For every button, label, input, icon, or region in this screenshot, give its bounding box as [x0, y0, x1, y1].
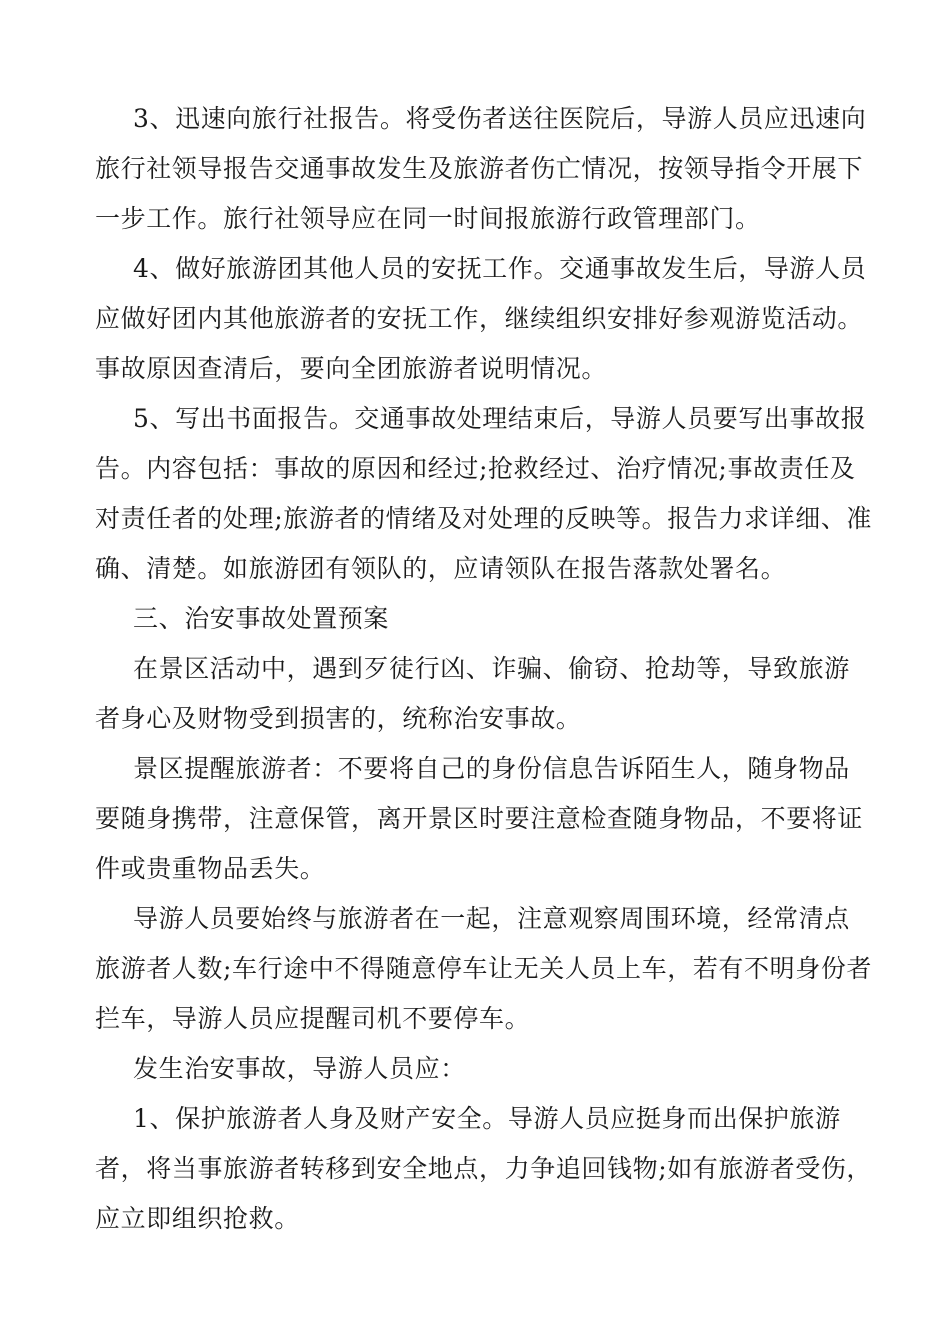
section-heading-security-incident: 三、治安事故处置预案: [133, 604, 390, 633]
paragraph-guide-duties: 导游人员要始终与旅游者在一起，注意观察周围环境，经常清点旅游者人数;车行途中不得随意停车让无关人员上车，若有不明身份者拦车，导游人员应提醒司机不要停车。: [95, 904, 873, 1033]
paragraph-report-to-agency: 3、迅速向旅行社报告。将受伤者送往医院后，导游人员应迅速向旅行社领导报告交通事故发生及旅游者伤亡情况，按领导指令开展下一步工作。旅行社领导应在同一时间报旅游行政管理部门。: [95, 104, 867, 233]
paragraph-security-definition: 在景区活动中，遇到歹徒行凶、诈骗、偷窃、抢劫等，导致旅游者身心及财物受到损害的，统称治安事故。: [95, 654, 850, 733]
paragraph-protect-tourists: 1、保护旅游者人身及财产安全。导游人员应挺身而出保护旅游者，将当事旅游者转移到安全地点，力争追回钱物;如有旅游者受伤，应立即组织抢救。: [95, 1104, 873, 1233]
paragraph-scenic-reminder: 景区提醒旅游者：不要将自己的身份信息告诉陌生人，随身物品要随身携带，注意保管，离开景区时要注意检查随身物品，不要将证件或贵重物品丢失。: [95, 754, 864, 883]
document-page: [95, 94, 875, 1244]
paragraph-written-report: 5、写出书面报告。交通事故处理结束后，导游人员要写出事故报告。内容包括：事故的原因和经过;抢救经过、治疗情况;事故责任及对责任者的处理;旅游者的情绪及对处理的反映等。报告力求详细、准确、清楚。如旅游团有领队的，应请领队在报告落款处署名。: [95, 404, 873, 583]
paragraph-comfort-group: 4、做好旅游团其他人员的安抚工作。交通事故发生后，导游人员应做好团内其他旅游者的安抚工作，继续组织安排好参观游览活动。事故原因查清后，要向全团旅游者说明情况。: [95, 254, 867, 383]
paragraph-incident-intro: 发生治安事故，导游人员应：: [133, 1054, 466, 1083]
